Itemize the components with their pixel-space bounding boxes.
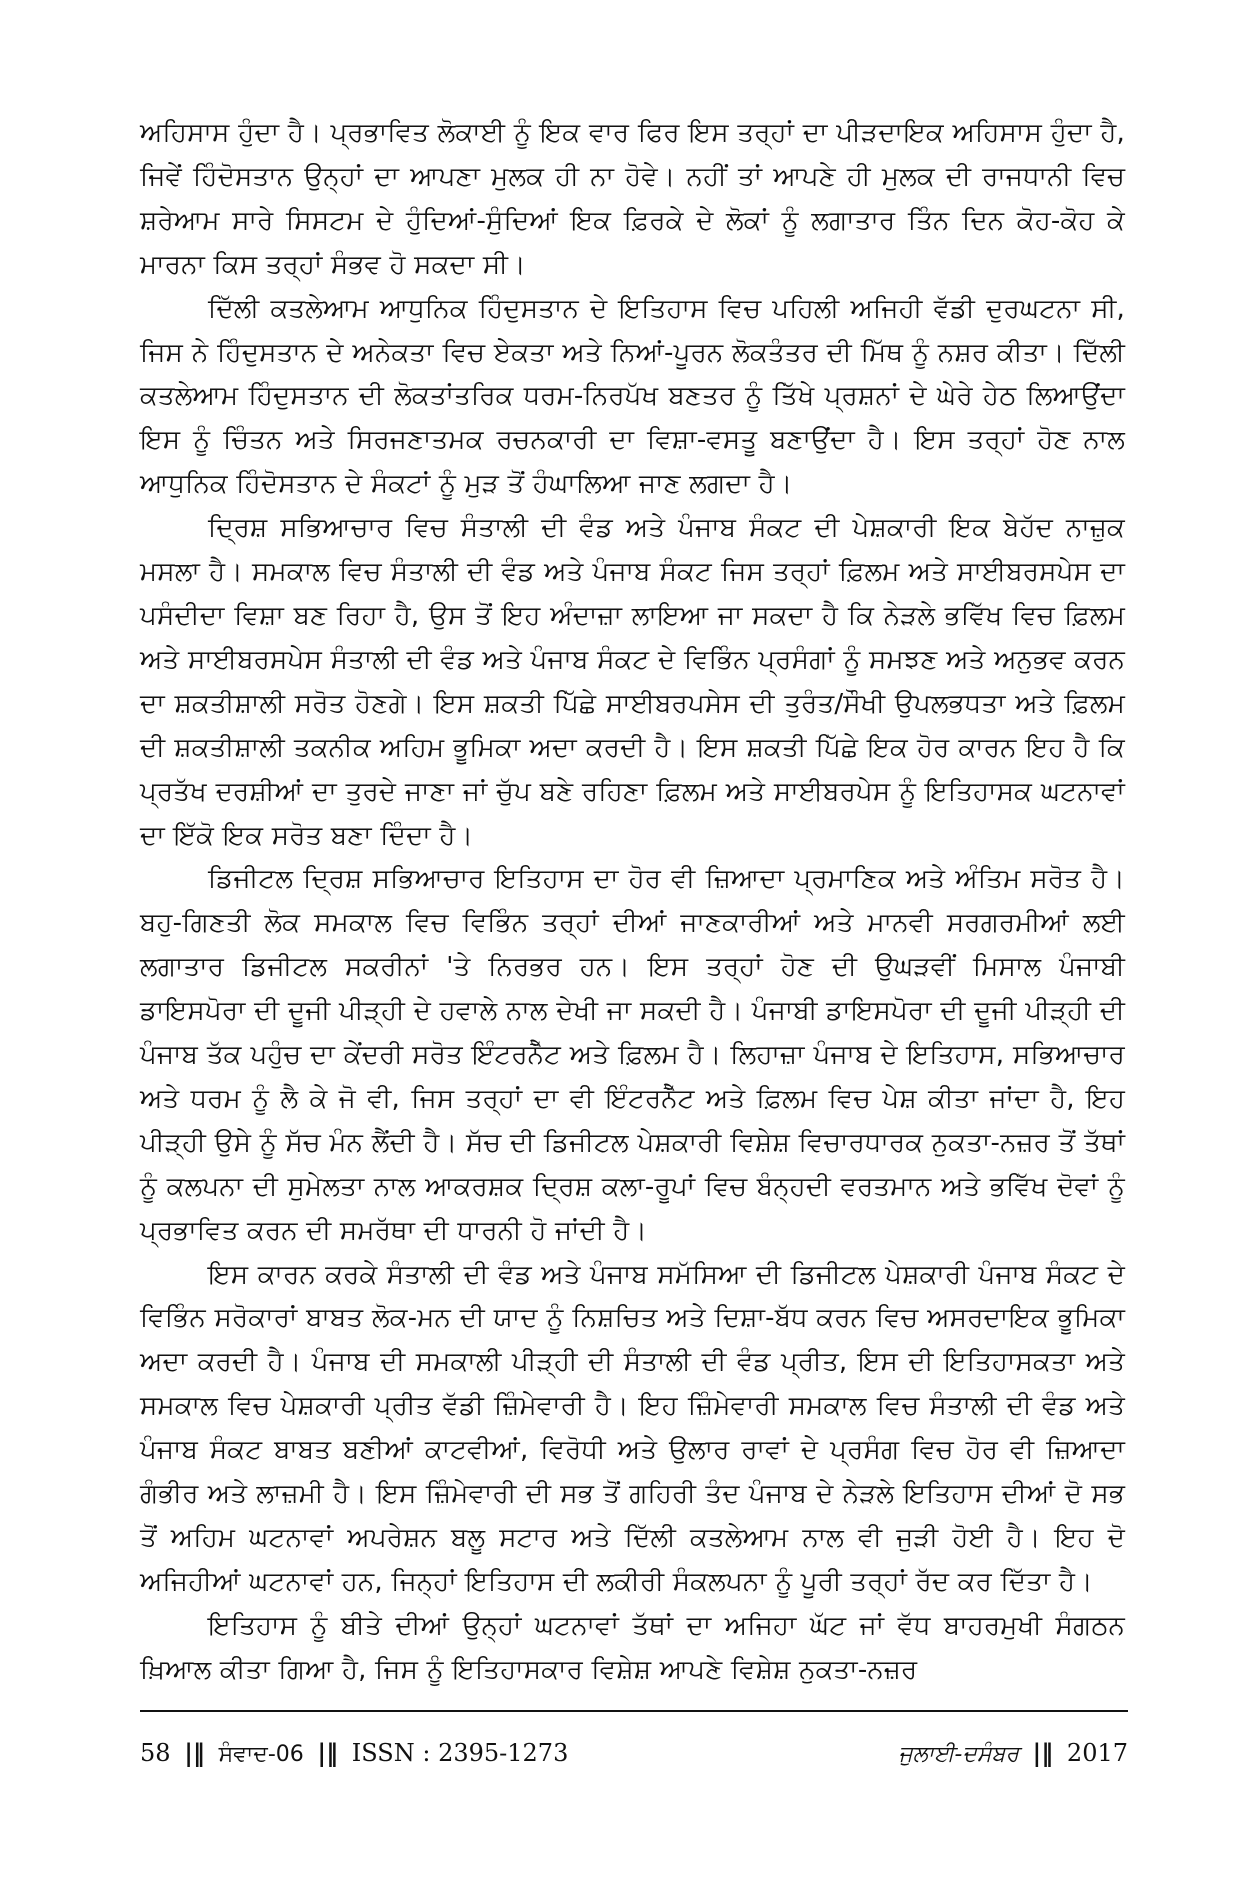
- footer-separator: |‖: [317, 1738, 339, 1767]
- journal-name: ਸੰਵਾਦ-06: [218, 1742, 304, 1767]
- paragraph-6: ਇਤਿਹਾਸ ਨੂੰ ਬੀਤੇ ਦੀਆਂ ਉਨ੍ਹਾਂ ਘਟਨਾਵਾਂ ਤੱਥਾਂ ਦਾ ਅਜਿਹਾ ਘੱਟ ਜਾਂ ਵੱਧ ਬਾਹਰਮੁਖੀ ਸੰਗਠਨ ਖ਼ਿਆਲ ਕੀਤਾ ਗਿਆ ਹੈ, ਜਿਸ ਨੂੰ ਇਤਿਹਾਸਕਾਰ ਵਿਸ਼ੇਸ਼ ਆਪਣੇ ਵਿਸ਼ੇਸ਼ ਨੁਕਤਾ-ਨਜ਼ਰ: [140, 1610, 1125, 1685]
- footer-separator: |‖: [1032, 1738, 1054, 1767]
- paragraph-5: ਇਸ ਕਾਰਨ ਕਰਕੇ ਸੰਤਾਲੀ ਦੀ ਵੰਡ ਅਤੇ ਪੰਜਾਬ ਸਮੱਸਿਆ ਦੀ ਡਿਜੀਟਲ ਪੇਸ਼ਕਾਰੀ ਪੰਜਾਬ ਸੰਕਟ ਦੇ ਵਿਭਿੰਨ ਸਰੋਕਾਰਾਂ ਬਾਬਤ ਲੋਕ-ਮਨ ਦੀ ਯਾਦ ਨੂੰ ਨਿਸ਼ਚਿਤ ਅਤੇ ਦਿਸ਼ਾ-ਬੱਧ ਕਰਨ ਵਿਚ ਅਸਰਦਾਇਕ ਭੂਮਿਕਾ ਅਦਾ ਕਰਦੀ ਹੈ। ਪੰਜਾਬ ਦੀ ਸਮਕਾਲੀ ਪੀੜ੍ਹੀ ਦੀ ਸੰਤਾਲੀ ਦੀ ਵੰਡ ਪ੍ਰੀਤ, ਇਸ ਦੀ ਇਤਿਹਾਸਕਤਾ ਅਤੇ ਸਮਕਾਲ ਵਿਚ ਪੇਸ਼ਕਾਰੀ ਪ੍ਰੀਤ ਵੱਡੀ ਜ਼ਿੰਮੇਵਾਰੀ ਹੈ। ਇਹ ਜ਼ਿੰਮੇਵਾਰੀ ਸਮਕਾਲ ਵਿਚ ਸੰਤਾਲੀ ਦੀ ਵੰਡ ਅਤੇ ਪੰਜਾਬ ਸੰਕਟ ਬਾਬਤ ਬਣੀਆਂ ਕਾਟਵੀਆਂ, ਵਿਰੋਧੀ ਅਤੇ ਉਲਾਰ ਰਾਵਾਂ ਦੇ ਪ੍ਰਸੰਗ ਵਿਚ ਹੋਰ ਵੀ ਜ਼ਿਆਦਾ ਗੰਭੀਰ ਅਤੇ ਲਾਜ਼ਮੀ ਹੈ। ਇਸ ਜ਼ਿੰਮੇਵਾਰੀ ਦੀ ਸਭ ਤੋਂ ਗਹਿਰੀ ਤੰਦ ਪੰਜਾਬ ਦੇ ਨੇੜਲੇ ਇਤਿਹਾਸ ਦੀਆਂ ਦੋ ਸਭ ਤੋਂ ਅਹਿਮ ਘਟਨਾਵਾਂ ਅਪਰੇਸ਼ਨ ਬਲੂ ਸਟਾਰ ਅਤੇ ਦਿੱਲੀ ਕਤਲੇਆਮ ਨਾਲ ਵੀ ਜੁੜੀ ਹੋਈ ਹੈ। ਇਹ ਦੋ ਅਜਿਹੀਆਂ ਘਟਨਾਵਾਂ ਹਨ, ਜਿਨ੍ਹਾਂ ਇਤਿਹਾਸ ਦੀ ਲਕੀਰੀ ਸੰਕਲਪਨਾ ਨੂੰ ਪੂਰੀ ਤਰ੍ਹਾਂ ਰੱਦ ਕਰ ਦਿੱਤਾ ਹੈ।: [140, 1259, 1125, 1597]
- issue-year: 2017: [1066, 1739, 1128, 1767]
- page-number: 58: [140, 1739, 171, 1767]
- page-footer: [140, 1738, 1128, 1774]
- footer-separator: |‖: [184, 1738, 205, 1767]
- paragraph-2: ਦਿੱਲੀ ਕਤਲੇਆਮ ਆਧੁਨਿਕ ਹਿੰਦੁਸਤਾਨ ਦੇ ਇਤਿਹਾਸ ਵਿਚ ਪਹਿਲੀ ਅਜਿਹੀ ਵੱਡੀ ਦੁਰਘਟਨਾ ਸੀ, ਜਿਸ ਨੇ ਹਿੰਦੁਸਤਾਨ ਦੇ ਅਨੇਕਤਾ ਵਿਚ ਏਕਤਾ ਅਤੇ ਨਿਆਂ-ਪੂਰਨ ਲੋਕਤੰਤਰ ਦੀ ਮਿੱਥ ਨੂੰ ਨਸ਼ਰ ਕੀਤਾ। ਦਿੱਲੀ ਕਤਲੇਆਮ ਹਿੰਦੁਸਤਾਨ ਦੀ ਲੋਕਤਾਂਤਰਿਕ ਧਰਮ-ਨਿਰਪੱਖ ਬਣਤਰ ਨੂੰ ਤਿੱਖੇ ਪ੍ਰਸ਼ਨਾਂ ਦੇ ਘੇਰੇ ਹੇਠ ਲਿਆਉਂਦਾ ਇਸ ਨੂੰ ਚਿੰਤਨ ਅਤੇ ਸਿਰਜਣਾਤਮਕ ਰਚਨਕਾਰੀ ਦਾ ਵਿਸ਼ਾ-ਵਸਤੂ ਬਣਾਉਂਦਾ ਹੈ। ਇਸ ਤਰ੍ਹਾਂ ਹੋਣ ਨਾਲ ਆਧੁਨਿਕ ਹਿੰਦੋਸਤਾਨ ਦੇ ਸੰਕਟਾਂ ਨੂੰ ਮੁੜ ਤੋਂ ਹੰਘਾਲਿਆ ਜਾਣ ਲਗਦਾ ਹੈ।: [140, 293, 1125, 500]
- issn-number: ISSN : 2395-1273: [351, 1739, 569, 1767]
- paragraph-3: ਦ੍ਰਿਸ਼ ਸਭਿਆਚਾਰ ਵਿਚ ਸੰਤਾਲੀ ਦੀ ਵੰਡ ਅਤੇ ਪੰਜਾਬ ਸੰਕਟ ਦੀ ਪੇਸ਼ਕਾਰੀ ਇਕ ਬੇਹੱਦ ਨਾਜ਼ੁਕ ਮਸਲਾ ਹੈ। ਸਮਕਾਲ ਵਿਚ ਸੰਤਾਲੀ ਦੀ ਵੰਡ ਅਤੇ ਪੰਜਾਬ ਸੰਕਟ ਜਿਸ ਤਰ੍ਹਾਂ ਫ਼ਿਲਮ ਅਤੇ ਸਾਈਬਰਸਪੇਸ ਦਾ ਪਸੰਦੀਦਾ ਵਿਸ਼ਾ ਬਣ ਰਿਹਾ ਹੈ, ਉਸ ਤੋਂ ਇਹ ਅੰਦਾਜ਼ਾ ਲਾਇਆ ਜਾ ਸਕਦਾ ਹੈ ਕਿ ਨੇੜਲੇ ਭਵਿੱਖ ਵਿਚ ਫ਼ਿਲਮ ਅਤੇ ਸਾਈਬਰਸਪੇਸ ਸੰਤਾਲੀ ਦੀ ਵੰਡ ਅਤੇ ਪੰਜਾਬ ਸੰਕਟ ਦੇ ਵਿਭਿੰਨ ਪ੍ਰਸੰਗਾਂ ਨੂੰ ਸਮਝਣ ਅਤੇ ਅਨੁਭਵ ਕਰਨ ਦਾ ਸ਼ਕਤੀਸ਼ਾਲੀ ਸਰੋਤ ਹੋਣਗੇ। ਇਸ ਸ਼ਕਤੀ ਪਿੱਛੇ ਸਾਈਬਰਪਸੇਸ ਦੀ ਤੁਰੰਤ/ਸੌਖੀ ਉਪਲਭਧਤਾ ਅਤੇ ਫ਼ਿਲਮ ਦੀ ਸ਼ਕਤੀਸ਼ਾਲੀ ਤਕਨੀਕ ਅਹਿਮ ਭੂਮਿਕਾ ਅਦਾ ਕਰਦੀ ਹੈ। ਇਸ ਸ਼ਕਤੀ ਪਿੱਛੇ ਇਕ ਹੋਰ ਕਾਰਨ ਇਹ ਹੈ ਕਿ ਪ੍ਰਤੱਖ ਦਰਸ਼ੀਆਂ ਦਾ ਤੁਰਦੇ ਜਾਣਾ ਜਾਂ ਚੁੱਪ ਬਣੇ ਰਹਿਣਾ ਫ਼ਿਲਮ ਅਤੇ ਸਾਈਬਰਪੇਸ ਨੂੰ ਇਤਿਹਾਸਕ ਘਟਨਾਵਾਂ ਦਾ ਇੱਕੋ ਇਕ ਸਰੋਤ ਬਣਾ ਦਿੰਦਾ ਹੈ।: [140, 513, 1125, 851]
- footer-divider: [140, 1710, 1128, 1712]
- paragraph-1: ਅਹਿਸਾਸ ਹੁੰਦਾ ਹੈ। ਪ੍ਰਭਾਵਿਤ ਲੋਕਾਈ ਨੂੰ ਇਕ ਵਾਰ ਫਿਰ ਇਸ ਤਰ੍ਹਾਂ ਦਾ ਪੀੜਦਾਇਕ ਅਹਿਸਾਸ ਹੁੰਦਾ ਹੈ, ਜਿਵੇਂ ਹਿੰਦੋਸਤਾਨ ਉਨ੍ਹਾਂ ਦਾ ਆਪਣਾ ਮੁਲਕ ਹੀ ਨਾ ਹੋਵੇ। ਨਹੀਂ ਤਾਂ ਆਪਣੇ ਹੀ ਮੁਲਕ ਦੀ ਰਾਜਧਾਨੀ ਵਿਚ ਸ਼ਰੇਆਮ ਸਾਰੇ ਸਿਸਟਮ ਦੇ ਹੁੰਦਿਆਂ-ਸੁੰਦਿਆਂ ਇਕ ਫ਼ਿਰਕੇ ਦੇ ਲੋਕਾਂ ਨੂੰ ਲਗਾਤਾਰ ਤਿੰਨ ਦਿਨ ਕੋਹ-ਕੋਹ ਕੇ ਮਾਰਨਾ ਕਿਸ ਤਰ੍ਹਾਂ ਸੰਭਵ ਹੋ ਸਕਦਾ ਸੀ।: [140, 118, 1125, 280]
- issue-months: ਜੁਲਾਈ-ਦਸੰਬਰ: [898, 1742, 1019, 1767]
- footer-left: [140, 1738, 568, 1767]
- footer-right: [898, 1738, 1128, 1767]
- paragraph-4: ਡਿਜੀਟਲ ਦ੍ਰਿਸ਼ ਸਭਿਆਚਾਰ ਇਤਿਹਾਸ ਦਾ ਹੋਰ ਵੀ ਜ਼ਿਆਦਾ ਪ੍ਰਮਾਣਿਕ ਅਤੇ ਅੰਤਿਮ ਸਰੋਤ ਹੈ। ਬਹੁ-ਗਿਣਤੀ ਲੋਕ ਸਮਕਾਲ ਵਿਚ ਵਿਭਿੰਨ ਤਰ੍ਹਾਂ ਦੀਆਂ ਜਾਣਕਾਰੀਆਂ ਅਤੇ ਮਾਨਵੀ ਸਰਗਰਮੀਆਂ ਲਈ ਲਗਾਤਾਰ ਡਿਜੀਟਲ ਸਕਰੀਨਾਂ 'ਤੇ ਨਿਰਭਰ ਹਨ। ਇਸ ਤਰ੍ਹਾਂ ਹੋਣ ਦੀ ਉਘੜਵੀਂ ਮਿਸਾਲ ਪੰਜਾਬੀ ਡਾਇਸਪੋਰਾ ਦੀ ਦੂਜੀ ਪੀੜ੍ਹੀ ਦੇ ਹਵਾਲੇ ਨਾਲ ਦੇਖੀ ਜਾ ਸਕਦੀ ਹੈ। ਪੰਜਾਬੀ ਡਾਇਸਪੋਰਾ ਦੀ ਦੂਜੀ ਪੀੜ੍ਹੀ ਦੀ ਪੰਜਾਬ ਤੱਕ ਪਹੁੰਚ ਦਾ ਕੇਂਦਰੀ ਸਰੋਤ ਇੰਟਰਨੈੱਟ ਅਤੇ ਫ਼ਿਲਮ ਹੈ। ਲਿਹਾਜ਼ਾ ਪੰਜਾਬ ਦੇ ਇਤਿਹਾਸ, ਸਭਿਆਚਾਰ ਅਤੇ ਧਰਮ ਨੂੰ ਲੈ ਕੇ ਜੋ ਵੀ, ਜਿਸ ਤਰ੍ਹਾਂ ਦਾ ਵੀ ਇੰਟਰਨੈੱਟ ਅਤੇ ਫ਼ਿਲਮ ਵਿਚ ਪੇਸ਼ ਕੀਤਾ ਜਾਂਦਾ ਹੈ, ਇਹ ਪੀੜ੍ਹੀ ਉਸੇ ਨੂੰ ਸੱਚ ਮੰਨ ਲੈਂਦੀ ਹੈ। ਸੱਚ ਦੀ ਡਿਜੀਟਲ ਪੇਸ਼ਕਾਰੀ ਵਿਸ਼ੇਸ਼ ਵਿਚਾਰਧਾਰਕ ਨੁਕਤਾ-ਨਜ਼ਰ ਤੋਂ ਤੱਥਾਂ ਨੂੰ ਕਲਪਨਾ ਦੀ ਸੁਮੇਲਤਾ ਨਾਲ ਆਕਰਸ਼ਕ ਦ੍ਰਿਸ਼ ਕਲਾ-ਰੂਪਾਂ ਵਿਚ ਬੰਨ੍ਹਦੀ ਵਰਤਮਾਨ ਅਤੇ ਭਵਿੱਖ ਦੋਵਾਂ ਨੂੰ ਪ੍ਰਭਾਵਿਤ ਕਰਨ ਦੀ ਸਮਰੱਥਾ ਦੀ ਧਾਰਨੀ ਹੋ ਜਾਂਦੀ ਹੈ।: [140, 864, 1125, 1246]
- article-body: [140, 112, 1125, 1693]
